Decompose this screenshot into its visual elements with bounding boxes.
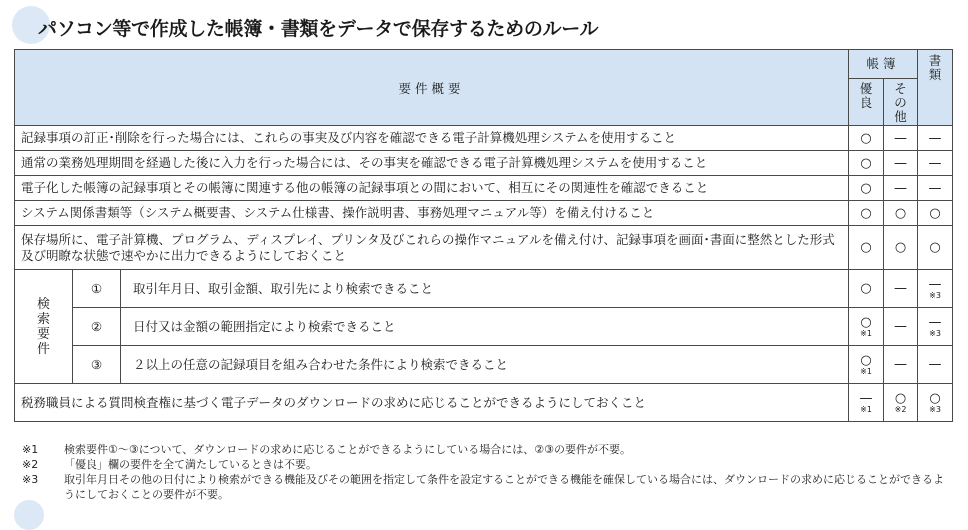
table-row bbox=[15, 176, 953, 201]
row-text: 通常の業務処理期間を経過した後に入力を行った場合には、その事実を確認できる電子計算機処理システムを使用すること bbox=[15, 151, 849, 176]
footnotes bbox=[22, 442, 952, 502]
mark-docs: — ※3 bbox=[918, 270, 953, 308]
row-text: 記録事項の訂正･削除を行った場合には、これらの事実及び内容を確認できる電子計算機処理システムを使用すること bbox=[15, 126, 849, 151]
requirements-table bbox=[14, 49, 953, 422]
mark-other: — bbox=[884, 151, 918, 176]
mark-docs: ○ bbox=[918, 201, 953, 226]
header-yuryo: 優良 bbox=[849, 79, 884, 126]
mark-yuryo: ○ bbox=[849, 126, 884, 151]
header-ledger: 帳簿 bbox=[849, 50, 918, 79]
search-label: 検索要件 bbox=[15, 270, 73, 384]
header-documents: 書類 bbox=[918, 50, 953, 126]
mark-yuryo: ○ bbox=[849, 201, 884, 226]
footnote-text: 「優良」欄の要件を全て満たしているときは不要。 bbox=[64, 458, 317, 471]
mark-docs: — bbox=[918, 126, 953, 151]
mark-yuryo: ○ bbox=[849, 176, 884, 201]
mark-yuryo: — ※1 bbox=[849, 384, 884, 422]
mark-yuryo: ○ bbox=[849, 226, 884, 270]
footnote-key: ※1 bbox=[22, 443, 39, 456]
mark-yuryo: ○ bbox=[849, 270, 884, 308]
row-text: 保存場所に、電子計算機、プログラム、ディスプレイ、プリンタ及びこれらの操作マニュアルを備え付け、記録事項を画面･書面に整然とした形式及び明瞭な状態で速やかに出力できるようにしておくこと bbox=[15, 226, 849, 270]
mark-yuryo: ○ ※1 bbox=[849, 308, 884, 346]
mark-other: ○ ※2 bbox=[884, 384, 918, 422]
search-row bbox=[15, 270, 953, 308]
footnote-key: ※3 bbox=[22, 473, 39, 486]
search-num: ③ bbox=[73, 346, 121, 384]
mark-other: ○ bbox=[884, 226, 918, 270]
mark-docs: — bbox=[918, 151, 953, 176]
row-text: 電子化した帳簿の記録事項とその帳簿に関連する他の帳簿の記録事項との間において、相互にその関連性を確認できること bbox=[15, 176, 849, 201]
header-summary: 要件概要 bbox=[15, 50, 849, 126]
table-row bbox=[15, 226, 953, 270]
mark-docs: — bbox=[918, 346, 953, 384]
search-text: 日付又は金額の範囲指定により検索できること bbox=[121, 308, 849, 346]
footnote bbox=[22, 457, 952, 472]
decoration-circle bbox=[14, 500, 44, 530]
mark-other: — bbox=[884, 176, 918, 201]
mark-docs: ○ ※3 bbox=[918, 384, 953, 422]
mark-other: — bbox=[884, 308, 918, 346]
mark-docs: — ※3 bbox=[918, 308, 953, 346]
mark-other: — bbox=[884, 346, 918, 384]
search-text: 取引年月日、取引金額、取引先により検索できること bbox=[121, 270, 849, 308]
row-text: 税務職員による質問検査権に基づく電子データのダウンロードの求めに応じることができるようにしておくこと bbox=[15, 384, 849, 422]
footnote bbox=[22, 442, 952, 457]
footnote-key: ※2 bbox=[22, 458, 39, 471]
table-row bbox=[15, 201, 953, 226]
title-area bbox=[12, 4, 956, 46]
search-num: ② bbox=[73, 308, 121, 346]
mark-docs: — bbox=[918, 176, 953, 201]
mark-other: — bbox=[884, 126, 918, 151]
row-text: システム関係書類等（システム概要書、システム仕様書、操作説明書、事務処理マニュアル等）を備え付けること bbox=[15, 201, 849, 226]
page-title: パソコン等で作成した帳簿・書類をデータで保存するためのルール bbox=[38, 18, 599, 40]
footnote-text: 検索要件①～③について、ダウンロードの求めに応じることができるようにしている場合には、②③の要件が不要。 bbox=[64, 443, 632, 456]
search-text: ２以上の任意の記録項目を組み合わせた条件により検索できること bbox=[121, 346, 849, 384]
search-num: ① bbox=[73, 270, 121, 308]
mark-docs: ○ bbox=[918, 226, 953, 270]
download-row bbox=[15, 384, 953, 422]
mark-yuryo: ○ bbox=[849, 151, 884, 176]
table-row bbox=[15, 126, 953, 151]
search-row bbox=[15, 346, 953, 384]
footnote bbox=[22, 472, 952, 502]
search-row bbox=[15, 308, 953, 346]
mark-other: — bbox=[884, 270, 918, 308]
mark-yuryo: ○ ※1 bbox=[849, 346, 884, 384]
header-other: その他 bbox=[884, 79, 918, 126]
footnote-text: 取引年月日その他の日付により検索ができる機能及びその範囲を指定して条件を設定することができる機能を確保している場合には、ダウンロードの求めに応じることができるようにしておくことの要件が不要。 bbox=[64, 473, 944, 501]
mark-other: ○ bbox=[884, 201, 918, 226]
table-row bbox=[15, 151, 953, 176]
